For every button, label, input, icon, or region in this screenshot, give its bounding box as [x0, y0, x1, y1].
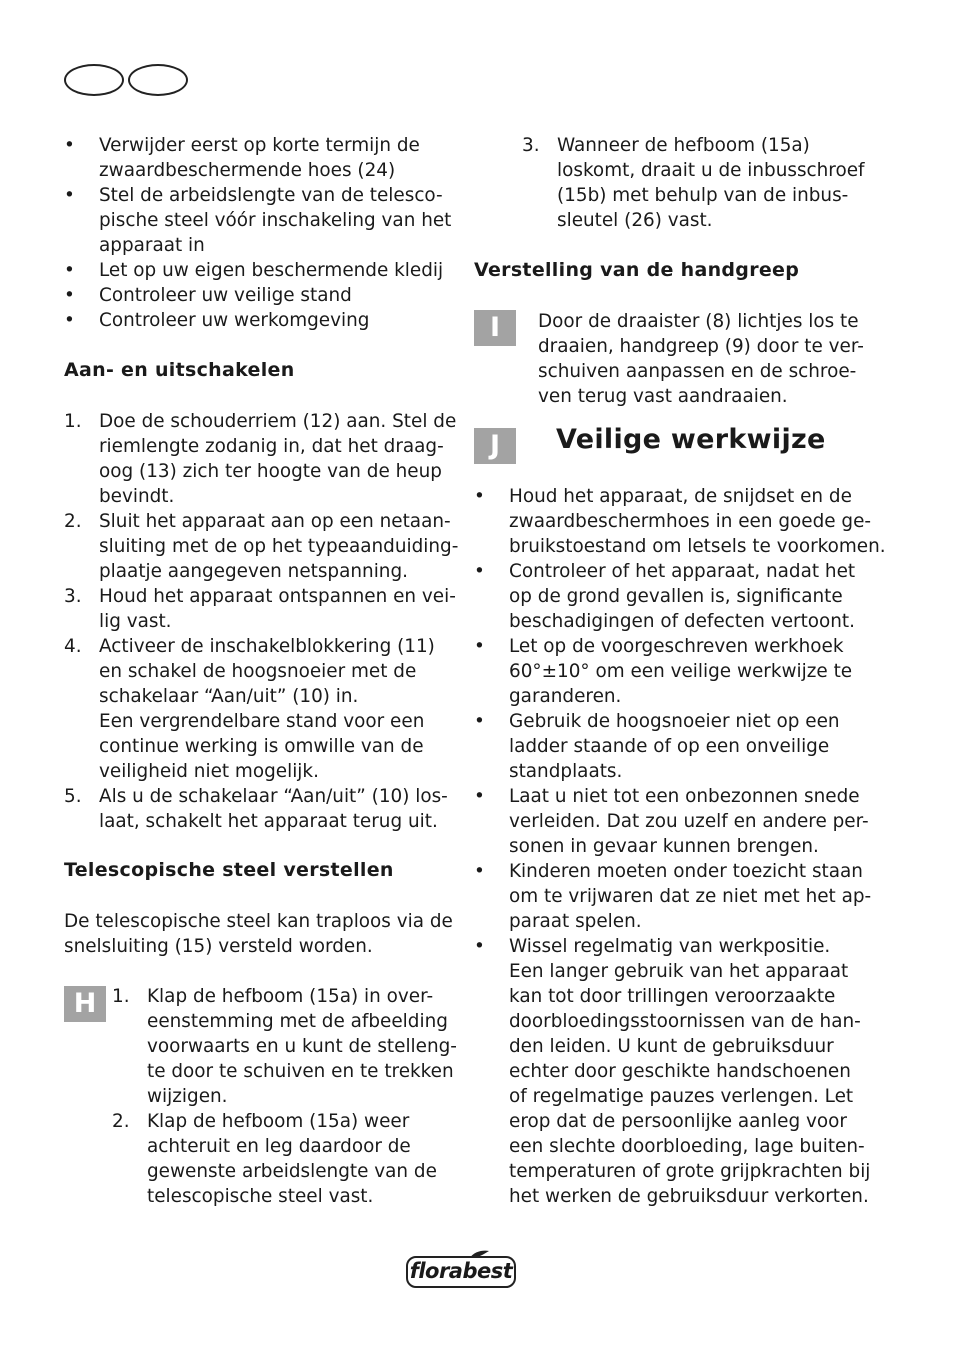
text-line: ladder staande of op een onveilige	[509, 736, 830, 757]
step-item	[64, 409, 464, 509]
text-line: • Wissel regelmatig van werkpositie.	[509, 936, 831, 957]
bullet-item	[474, 709, 894, 784]
text-line: Activeer de inschakelblokkering (11)	[99, 636, 435, 657]
text-line: standplaats.	[509, 761, 623, 782]
text-line: Houd het apparaat ontspannen en vei-	[99, 586, 456, 607]
text-line: lig vast.	[99, 611, 172, 632]
step-number: 3.	[64, 586, 82, 607]
text-line: continue werking is omwille van de	[99, 736, 424, 757]
bullet-item	[64, 133, 464, 183]
text-line: om te vrijwaren dat ze niet met het ap-	[509, 886, 872, 907]
bullet-item	[64, 258, 464, 283]
text-line: draaien, handgreep (9) door te ver-	[538, 336, 864, 357]
text-line: eenstemming met de afbeelding	[147, 1011, 448, 1032]
heading-aan-uitschakelen: Aan- en uitschakelen	[64, 359, 295, 381]
text-line: oog (13) zich ter hoogte van de heup	[99, 461, 442, 482]
text-line: Klap de hefboom (15a) weer	[147, 1111, 410, 1132]
text-line: loskomt, draait u de inbusschroef	[557, 160, 865, 181]
heading-veilige-werkwijze: Veilige werkwijze	[556, 424, 826, 455]
text-line: • Controleer uw veilige stand	[99, 285, 352, 306]
text-line: schakelaar “Aan/uit” (10) in.	[99, 686, 359, 707]
text-line: De telescopische steel kan traploos via de	[64, 911, 453, 932]
text-line: Doe de schouderriem (12) aan. Stel de	[99, 411, 457, 432]
figure-marker-i: I	[474, 310, 516, 346]
bullet-item	[474, 859, 894, 934]
text-line: laat, schakelt het apparaat terug uit.	[99, 811, 438, 832]
language-badge-left	[64, 64, 124, 96]
bullet-item	[474, 934, 894, 1209]
text-line: Sluit het apparaat aan op een netaan-	[99, 511, 451, 532]
text-line: Klap de hefboom (15a) in over-	[147, 986, 434, 1007]
text-line: • Stel de arbeidslengte van de telesco-	[99, 185, 443, 206]
text-line: • Houd het apparaat, de snijdset en de	[509, 486, 852, 507]
text-line: bruikstoestand om letsels te voorkomen.	[509, 536, 886, 557]
text-line: zwaardbeschermende hoes (24)	[99, 160, 396, 181]
text-line: (15b) met behulp van de inbus-	[557, 185, 849, 206]
text-line: erop dat de persoonlijke aanleg voor	[509, 1111, 847, 1132]
text-line: Door de draaister (8) lichtjes los te	[538, 311, 859, 332]
text-line: voorwaarts en u kunt de stelleng-	[147, 1036, 457, 1057]
text-line: bevindt.	[99, 486, 175, 507]
text-line: of regelmatige pauzes verlengen. Let	[509, 1086, 854, 1107]
text-line: • Gebruik de hoogsnoeier niet op een	[509, 711, 840, 732]
text-line: achteruit en leg daardoor de	[147, 1136, 411, 1157]
text-line: en schakel de hoogsnoeier met de	[99, 661, 417, 682]
text-line: ven terug vast aandraaien.	[538, 386, 788, 407]
bullet-item	[474, 559, 894, 634]
step-item	[112, 984, 462, 1109]
text-line: gewenste arbeidslengte van de	[147, 1161, 437, 1182]
text-line: op de grond gevallen is, significante	[509, 586, 843, 607]
step-item	[112, 1109, 462, 1209]
text-line: zwaardbeschermhoes in een goede ge-	[509, 511, 872, 532]
step-item	[64, 634, 464, 784]
text-line: Een vergrendelbare stand voor een	[99, 711, 425, 732]
language-badge-right	[128, 64, 188, 96]
figure-marker-h: H	[64, 986, 106, 1022]
text-line: • Kinderen moeten onder toezicht staan	[509, 861, 863, 882]
text-line: riemlengte zodanig in, dat het draag-	[99, 436, 444, 457]
step-item	[64, 784, 464, 834]
step-number: 2.	[112, 1111, 130, 1132]
text-line: • Let op de voorgeschreven werkhoek	[509, 636, 844, 657]
text-line: pische steel vóór inschakeling van het	[99, 210, 452, 231]
text-line: • Verwijder eerst op korte termijn de	[99, 135, 420, 156]
step-item	[64, 509, 464, 584]
step-number: 2.	[64, 511, 82, 532]
text-line: • Controleer of het apparaat, nadat het	[509, 561, 856, 582]
text-line: sonen in gevaar kunnen brengen.	[509, 836, 819, 857]
text-line: veiligheid niet mogelijk.	[99, 761, 319, 782]
steps-telescope	[112, 984, 462, 1209]
text-line: een slechte doorbloeding, lage buiten-	[509, 1136, 865, 1157]
text-line: telescopische steel vast.	[147, 1186, 374, 1207]
step-item	[522, 133, 902, 233]
figure-marker-j: J	[474, 428, 516, 464]
text-line: schuiven aanpassen en de schroe-	[538, 361, 857, 382]
text-line: verleiden. Dat zou uzelf en andere per-	[509, 811, 869, 832]
text-line: • Let op uw eigen beschermende kledij	[99, 260, 444, 281]
text-line: sleutel (26) vast.	[557, 210, 713, 231]
text-line: 60°±10° om een veilige werkwijze te	[509, 661, 853, 682]
handle-instructions	[538, 309, 898, 409]
logo-text: florabest	[409, 1259, 513, 1283]
text-line: paraat spelen.	[509, 911, 642, 932]
text-line: snelsluiting (15) versteld worden.	[64, 936, 373, 957]
language-badge	[64, 64, 190, 98]
text-line: Wanneer de hefboom (15a)	[557, 135, 810, 156]
text-line: den leiden. U kunt de gebruiksduur	[509, 1036, 834, 1057]
heading-telescopische-steel: Telescopische steel verstellen	[64, 859, 394, 881]
step-number: 1.	[64, 411, 82, 432]
text-line: Een langer gebruik van het apparaat	[509, 961, 849, 982]
step-number: 3.	[522, 135, 540, 156]
text-line: wijzigen.	[147, 1086, 228, 1107]
text-line: kan tot door trillingen veroorzaakte	[509, 986, 836, 1007]
step-item	[64, 584, 464, 634]
bullet-item	[64, 308, 464, 333]
text-line: het werken de gebruiksduur verkorten.	[509, 1186, 869, 1207]
step-3-telescope	[522, 133, 902, 233]
text-line: doorbloedingsstoornissen van de han-	[509, 1011, 861, 1032]
text-line: • Controleer uw werkomgeving	[99, 310, 370, 331]
telescope-intro	[64, 909, 464, 959]
bullet-item	[64, 283, 464, 308]
step-number: 1.	[112, 986, 130, 1007]
step-number: 5.	[64, 786, 82, 807]
text-line: temperaturen of grote grijpkrachten bij	[509, 1161, 871, 1182]
text-line: apparaat in	[99, 235, 205, 256]
safe-bullets	[474, 484, 894, 1209]
bullet-item	[64, 183, 464, 258]
text-line: Als u de schakelaar “Aan/uit” (10) los-	[99, 786, 448, 807]
steps-aan-uitschakelen	[64, 409, 464, 834]
step-number: 4.	[64, 636, 82, 657]
text-line: plaatje aangegeven netspanning.	[99, 561, 408, 582]
text-line: echter door geschikte handschoenen	[509, 1061, 851, 1082]
text-line: sluiting met de op het typeaanduiding-	[99, 536, 459, 557]
bullet-item	[474, 784, 894, 859]
bullet-item	[474, 634, 894, 709]
text-line: garanderen.	[509, 686, 622, 707]
text-line: te door te schuiven en te trekken	[147, 1061, 454, 1082]
florabest-logo	[406, 1250, 518, 1292]
heading-verstelling-handgreep: Verstelling van de handgreep	[474, 259, 800, 281]
text-line: • Laat u niet tot een onbezonnen snede	[509, 786, 860, 807]
bullet-item	[474, 484, 894, 559]
left-intro-bullets	[64, 133, 464, 333]
text-line: beschadigingen of defecten vertoont.	[509, 611, 855, 632]
